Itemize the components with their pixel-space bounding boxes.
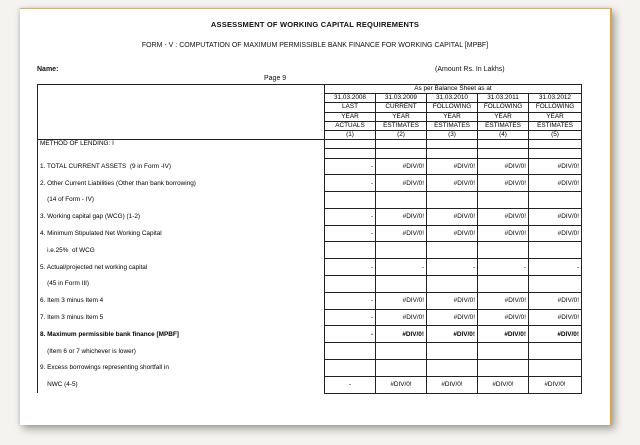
row-value: - (529, 259, 582, 276)
row-value (325, 242, 376, 259)
row-value (427, 242, 478, 259)
row-value: - (325, 175, 376, 192)
mpbf-table (37, 84, 582, 394)
row-value: - (325, 326, 376, 343)
row-value: #DIV/0! (529, 208, 582, 225)
row-value: #DIV/0! (478, 376, 529, 393)
row-value (427, 360, 478, 377)
row-value: - (325, 309, 376, 326)
table-row (38, 259, 582, 276)
table-row (38, 343, 582, 360)
table-row (38, 192, 582, 209)
row-value: #DIV/0! (376, 326, 427, 343)
row-label: (45 in Form III) (38, 276, 325, 293)
row-label: 5. Actual/projected net working capital (38, 259, 325, 276)
row-value: #DIV/0! (529, 376, 582, 393)
row-value: #DIV/0! (427, 376, 478, 393)
row-value: #DIV/0! (478, 292, 529, 309)
row-value: - (325, 376, 376, 393)
row-value (478, 343, 529, 360)
row-value: #DIV/0! (478, 225, 529, 242)
page-number: Page 9 (264, 75, 287, 82)
balance-sheet-caption: As per Balance Sheet as at (325, 85, 582, 94)
row-value: #DIV/0! (427, 309, 478, 326)
header-blank (38, 94, 325, 103)
table-row (38, 292, 582, 309)
row-value: - (325, 292, 376, 309)
row-value: #DIV/0! (478, 208, 529, 225)
row-label: 7. Item 3 minus Item 5 (38, 309, 325, 326)
row-value (478, 276, 529, 293)
column-number: (3) (427, 130, 478, 139)
row-label: 1. TOTAL CURRENT ASSETS (9 in Form -IV) (38, 158, 325, 175)
row-value: #DIV/0! (376, 225, 427, 242)
year-header: YEAR (529, 112, 582, 121)
period-header: LAST (325, 103, 376, 112)
row-value: #DIV/0! (529, 326, 582, 343)
estimate-header: ESTIMATES (427, 121, 478, 130)
row-value (529, 192, 582, 209)
worksheet-page (20, 8, 612, 425)
row-value: #DIV/0! (529, 292, 582, 309)
row-label: 6. Item 3 minus Item 4 (38, 292, 325, 309)
row-value: - (325, 225, 376, 242)
row-value (325, 343, 376, 360)
table-row (38, 360, 582, 377)
row-value: #DIV/0! (427, 175, 478, 192)
table-row (38, 326, 582, 343)
row-value (427, 192, 478, 209)
table-row (38, 208, 582, 225)
estimate-header: ESTIMATES (376, 121, 427, 130)
row-value: #DIV/0! (529, 175, 582, 192)
name-label: Name: (37, 66, 59, 73)
row-label: (Item 6 or 7 whichever is lower) (38, 343, 325, 360)
row-value: - (325, 259, 376, 276)
table-row (38, 276, 582, 293)
row-value: #DIV/0! (529, 309, 582, 326)
column-number: (2) (376, 130, 427, 139)
row-value: #DIV/0! (376, 175, 427, 192)
row-value: #DIV/0! (478, 158, 529, 175)
column-number: (5) (529, 130, 582, 139)
row-value: - (376, 259, 427, 276)
table-row (38, 175, 582, 192)
row-value (529, 276, 582, 293)
year-header: YEAR (427, 112, 478, 121)
row-value: - (478, 259, 529, 276)
period-header: FOLLOWING (529, 103, 582, 112)
form-subtitle: FORM - V : COMPUTATION OF MAXIMUM PERMISSIBLE BANK FINANCE FOR WORKING CAPITAL [MPBF] (141, 42, 489, 49)
header-blank (38, 112, 325, 121)
estimate-header: ESTIMATES (529, 121, 582, 130)
column-number: (1) (325, 130, 376, 139)
row-value: #DIV/0! (376, 376, 427, 393)
estimate-header: ACTUALS (325, 121, 376, 130)
row-value (325, 276, 376, 293)
header-blank (38, 103, 325, 112)
row-value: #DIV/0! (478, 175, 529, 192)
amount-note: (Amount Rs. In Lakhs) (435, 66, 505, 73)
header-blank (38, 121, 325, 130)
date-header: 31.03.2008 (325, 94, 376, 103)
row-label: 9. Excess borrowings representing shortfall in (38, 360, 325, 377)
year-header: YEAR (376, 112, 427, 121)
row-value (478, 192, 529, 209)
page-title: ASSESSMENT OF WORKING CAPITAL REQUIREMENTS (210, 20, 420, 29)
date-header: 31.03.2011 (478, 94, 529, 103)
row-value: #DIV/0! (376, 309, 427, 326)
row-value (376, 242, 427, 259)
row-value: #DIV/0! (529, 158, 582, 175)
period-header: FOLLOWING (478, 103, 529, 112)
row-value (427, 343, 478, 360)
row-value (529, 360, 582, 377)
period-header: CURRENT (376, 103, 427, 112)
table-row (38, 225, 582, 242)
row-value (376, 276, 427, 293)
estimate-header: ESTIMATES (478, 121, 529, 130)
row-label: i.e.25% of WCG (38, 242, 325, 259)
row-value: #DIV/0! (427, 225, 478, 242)
row-value: #DIV/0! (427, 158, 478, 175)
row-value: - (427, 259, 478, 276)
row-value (376, 192, 427, 209)
row-value (529, 343, 582, 360)
year-header: YEAR (478, 112, 529, 121)
row-value: #DIV/0! (427, 326, 478, 343)
row-label: 3. Working capital gap (WCG) (1-2) (38, 208, 325, 225)
row-value: - (325, 158, 376, 175)
date-header: 31.03.2010 (427, 94, 478, 103)
header-blank (38, 130, 325, 139)
header-blank (38, 85, 325, 94)
row-value (529, 242, 582, 259)
row-value: #DIV/0! (478, 309, 529, 326)
row-value: #DIV/0! (478, 326, 529, 343)
row-value: #DIV/0! (529, 225, 582, 242)
row-value (478, 360, 529, 377)
row-value (325, 192, 376, 209)
table-row (38, 242, 582, 259)
row-value: #DIV/0! (376, 208, 427, 225)
row-value (427, 276, 478, 293)
row-label: NWC (4-5) (38, 376, 325, 393)
row-value (478, 242, 529, 259)
row-value: #DIV/0! (427, 208, 478, 225)
year-header: YEAR (325, 112, 376, 121)
column-number: (4) (478, 130, 529, 139)
period-header: FOLLOWING (427, 103, 478, 112)
table-row (38, 158, 582, 175)
row-value (376, 360, 427, 377)
row-label: 4. Minimum Stipulated Net Working Capital (38, 225, 325, 242)
row-value: - (325, 208, 376, 225)
date-header: 31.03.2009 (376, 94, 427, 103)
row-value (325, 360, 376, 377)
row-label: 2. Other Current Liabilities (Other than bank borrowing) (38, 175, 325, 192)
row-value (376, 343, 427, 360)
row-value: #DIV/0! (376, 158, 427, 175)
row-value: #DIV/0! (376, 292, 427, 309)
date-header: 31.03.2012 (529, 94, 582, 103)
method-of-lending: METHOD OF LENDING: I (38, 140, 325, 149)
row-label: 8. Maximum permissible bank finance [MPBF] (38, 326, 325, 343)
row-label: (14 of Form - IV) (38, 192, 325, 209)
table-row (38, 309, 582, 326)
row-value: #DIV/0! (427, 292, 478, 309)
table-row (38, 376, 582, 393)
